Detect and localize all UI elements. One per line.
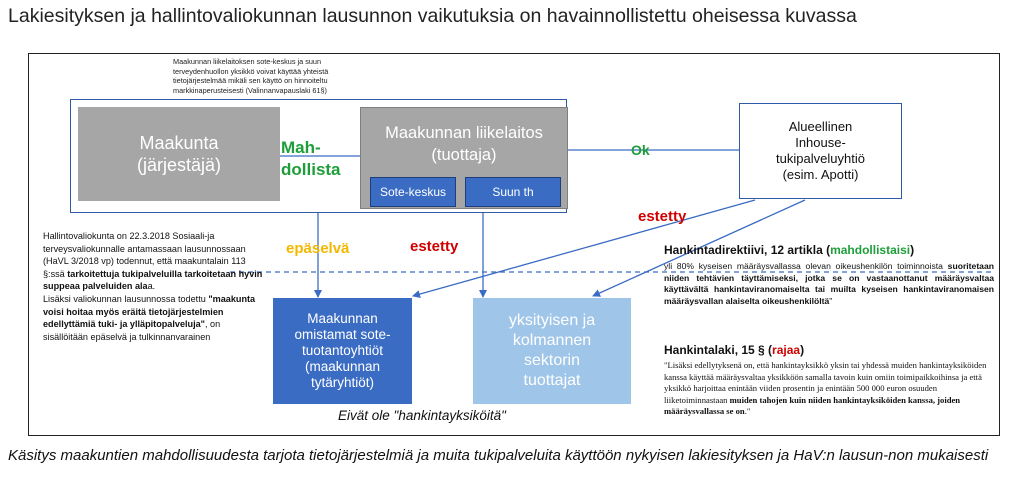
hankintalaki-title-close: ) bbox=[800, 343, 805, 357]
left-note-p2-end: , on sisällöitään epäselvä ja tulkinnanvarainen bbox=[43, 319, 221, 342]
edge-label-estetty-right: estetty bbox=[638, 208, 687, 225]
hankintadirektiivi-body-bold: suoritetaan niiden tehtävien täyttämiseksi, jotka se on vastaanottanut määräysvaltaa käyttävältä hankintaviranomaiselta tai muilta kyseisen hankintaviranomaisen määräysvallan alaiselta oikeushenkilöltä bbox=[664, 261, 994, 306]
node-alueellinen-line4: (esim. Apotti) bbox=[782, 167, 859, 182]
hallintovaliokunta-note bbox=[43, 230, 263, 343]
node-alueellinen-line2: Inhouse- bbox=[795, 135, 846, 150]
hankintalaki-tag: rajaa bbox=[772, 343, 801, 357]
left-note-p2: Lisäksi valiokunnan lausunnossa todettu bbox=[43, 293, 206, 304]
edge-label-mahdollista bbox=[281, 137, 341, 181]
node-yksityisen-line2: kolmannen bbox=[512, 332, 592, 349]
node-alueellinen-line3: tukipalveluyhtiö bbox=[776, 151, 865, 166]
figure-caption: Käsitys maakuntien mahdollisuudesta tarjota tietojärjestelmiä ja muita tukipalveluita käyttöön nykyisen lakiesityksen ja HaV:n lausun-non mukaisesti bbox=[8, 447, 989, 464]
left-note-p1: Hallintovaliokunta on 22.3.2018 Sosiaali-ja terveysvaliokunnalle antamassaan lausunnossaan (HaVL 3/2018 vp) todennut, että maakuntalain 113 §:ssä bbox=[43, 231, 246, 279]
hankintadirektiivi-body-start: yli 80% kyseisen määräysvallassa olevan oikeushenkilön toiminnoista bbox=[664, 261, 943, 271]
node-alueellinen bbox=[739, 103, 902, 199]
left-note-p2-bold: "maakunta voisi hoitaa myös eräitä tietojärjestelmien edellyttämiä tuki- ja ylläpitopalveluja" bbox=[43, 293, 256, 330]
hankintalaki-body bbox=[664, 360, 994, 418]
node-omistamat-line2: omistamat sote- bbox=[294, 327, 391, 342]
left-note-para2 bbox=[43, 293, 263, 343]
hankintalaki-title bbox=[664, 343, 804, 357]
hankintadirektiivi-body-end: " bbox=[829, 295, 833, 306]
left-note-p1-bold: tarkoitettuja tukipalveluilla tarkoitetaan hyvin suppeaa palveluiden ala bbox=[43, 268, 263, 292]
node-maakunta-line1: Maakunta bbox=[139, 133, 219, 153]
eivat-ole-label: Eivät ole "hankintayksiköitä" bbox=[338, 408, 506, 423]
hankintadirektiivi-title-close: ) bbox=[910, 243, 915, 257]
node-liikelaitos-line2: (tuottaja) bbox=[431, 146, 497, 164]
edge-label-epaselva: epäselvä bbox=[286, 240, 350, 257]
node-liikelaitos-label bbox=[385, 122, 543, 166]
node-maakunta bbox=[78, 107, 280, 201]
hankintadirektiivi-title-text: Hankintadirektiivi, 12 artikla ( bbox=[664, 243, 831, 257]
node-yksityisen-line4: tuottajat bbox=[523, 372, 581, 389]
hankintalaki-body-bold: muiden tahojen kuin niiden hankintayksiköiden kanssa, joiden määräysvallassa se on bbox=[664, 394, 961, 417]
node-liikelaitos-line1: Maakunnan liikelaitos bbox=[385, 124, 543, 142]
hankintadirektiivi-title bbox=[664, 243, 914, 257]
hankintalaki-title-text: Hankintalaki, 15 § ( bbox=[664, 343, 773, 357]
valinnanvapauslaki-note: Maakunnan liikelaitoksen sote-keskus ja suun terveydenhuollon yksikkö voivat käyttää yhteistä tietojärjestelmää mikäli sen käyttö on hinnoiteltu markkinaperusteisesti (Valinnanvapauslaki 61§) bbox=[173, 57, 329, 95]
edge-label-ok: Ok bbox=[631, 142, 650, 158]
node-omistamat-line5: tytäryhtiöt) bbox=[310, 375, 375, 390]
edge-label-estetty-mid: estetty bbox=[410, 238, 459, 255]
node-yksityisen bbox=[473, 298, 631, 404]
node-alueellinen-line1: Alueellinen bbox=[788, 119, 853, 134]
hankintalaki-body-start: "Lisäksi edellytyksenä on, että hankintayksikkö yksin tai yhdessä muiden hankintayksiköiden kanssa käyttää määräysvaltaa yksikköön samalla tavoin kuin omiin toimipaikkoihinsa ja että yksikkö harjoittaa enintään viiden prosentin ja enintään 500 000 euron osuuden liiketoiminnastaan bbox=[664, 360, 987, 405]
edge-label-mahdollista-line2: dollista bbox=[281, 160, 341, 179]
node-omistamat bbox=[273, 298, 412, 404]
node-yksityisen-line1: yksityisen ja bbox=[508, 312, 596, 329]
hankintalaki-body-end: ." bbox=[744, 406, 751, 417]
node-suun-th: Suun th bbox=[465, 177, 561, 207]
node-sote-keskus: Sote-keskus bbox=[370, 177, 456, 207]
hankintadirektiivi-tag: mahdollistaisi bbox=[830, 243, 911, 257]
node-yksityisen-line3: sektorin bbox=[523, 352, 581, 369]
left-note-para1 bbox=[43, 230, 263, 293]
page-heading: Lakiesityksen ja hallintovaliokunnan lausunnon vaikutuksia on havainnollistettu oheisessa kuvassa bbox=[8, 5, 857, 27]
hankintadirektiivi-body bbox=[664, 261, 994, 307]
edge-label-mahdollista-line1: Mah- bbox=[281, 138, 321, 157]
node-omistamat-line4: (maakunnan bbox=[304, 359, 381, 374]
node-omistamat-line1: Maakunnan bbox=[307, 311, 378, 326]
node-maakunta-line2: (järjestäjä) bbox=[136, 155, 222, 175]
node-omistamat-line3: tuotantoyhtiöt bbox=[301, 343, 384, 358]
left-note-p1-end: a. bbox=[147, 281, 156, 292]
